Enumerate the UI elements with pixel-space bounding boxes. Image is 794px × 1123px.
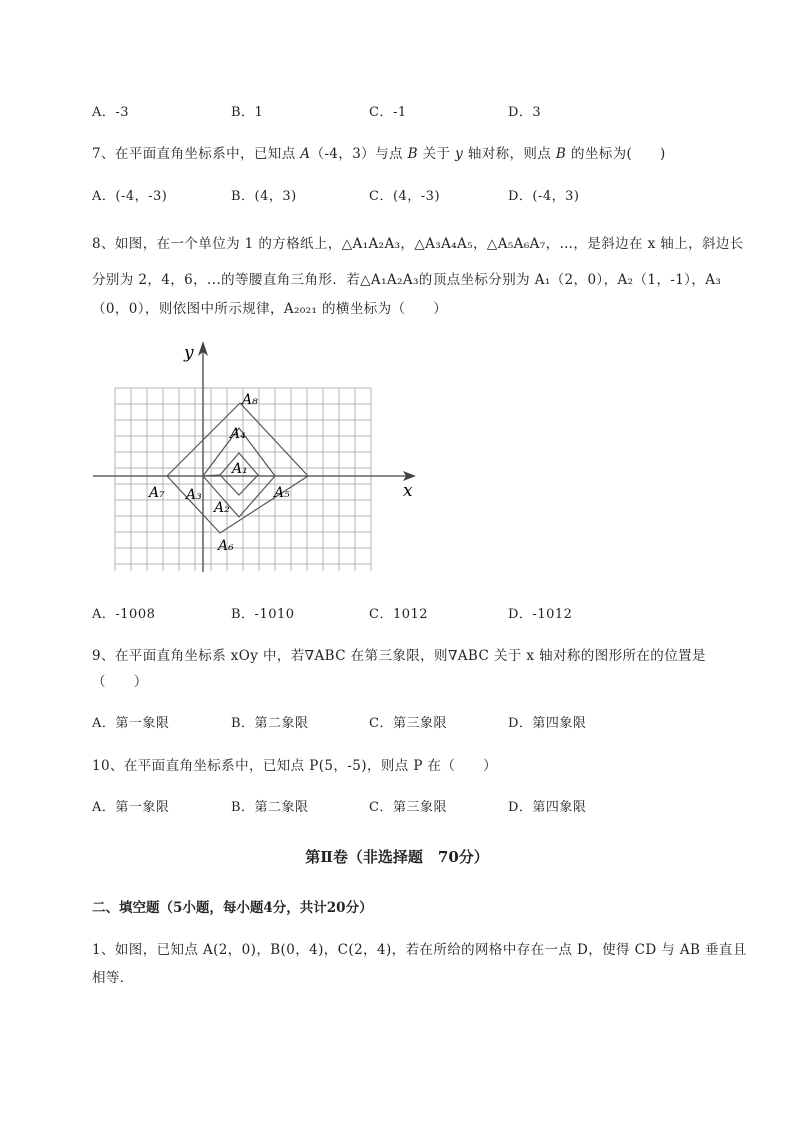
q9-stem-line1: 9、在平面直角坐标系 xOy 中，若∇ABC 在第三象限，则∇ABC 关于 x 轴对称的图形所在的位置是 bbox=[92, 648, 706, 664]
q10-stem: 10、在平面直角坐标系中，已知点 P(5，-5)，则点 P 在（ ） bbox=[92, 758, 497, 774]
label-a2: A₂ bbox=[214, 500, 230, 516]
q8-option-a: A．-1008 bbox=[92, 607, 156, 622]
q6-option-a: A．-3 bbox=[92, 105, 130, 120]
q9-stem-line2: （ ） bbox=[92, 674, 148, 690]
q9-option-d: D．第四象限 bbox=[508, 716, 587, 731]
q10-option-c: C．第三象限 bbox=[369, 800, 447, 815]
q10-option-b: B．第二象限 bbox=[231, 800, 309, 815]
q8-option-b: B．-1010 bbox=[231, 607, 295, 622]
q10-option-a: A．第一象限 bbox=[92, 800, 170, 815]
q8-option-c: C．1012 bbox=[369, 607, 429, 622]
fill1-stem-line2: 相等． bbox=[92, 970, 134, 986]
label-a7: A₇ bbox=[149, 485, 165, 501]
q9-option-b: B．第二象限 bbox=[231, 716, 309, 731]
q7-option-d: D．(-4，3) bbox=[508, 189, 580, 204]
q6-option-c: C．-1 bbox=[369, 105, 407, 120]
label-a8: A₈ bbox=[242, 392, 258, 408]
q8-stem-line3: （0，0），则依图中所示规律，A₂₀₂₁ 的横坐标为（ ） bbox=[92, 301, 448, 317]
q8-option-d: D．-1012 bbox=[508, 607, 573, 622]
axis-x-label: x bbox=[403, 481, 413, 501]
q9-option-c: C．第三象限 bbox=[369, 716, 447, 731]
section-subtitle: 二、填空题（5小题，每小题4分，共计20分） bbox=[92, 900, 373, 916]
label-a4: A₄ bbox=[230, 426, 246, 442]
q8-stem-line1: 8、如图，在一个单位为 1 的方格纸上，△A₁A₂A₃，△A₃A₄A₅，△A₅A₆A₇，…，是斜边在 x 轴上，斜边长 bbox=[92, 236, 744, 252]
coordinate-grid-figure bbox=[90, 340, 420, 575]
label-a5: A₅ bbox=[274, 485, 290, 501]
q7-stem: 7、在平面直角坐标系中，已知点 A（-4，3）与点 B 关于 y 轴对称，则点 B 的坐标为( ) bbox=[92, 146, 666, 162]
q10-option-d: D．第四象限 bbox=[508, 800, 587, 815]
q6-option-b: B．1 bbox=[231, 105, 264, 120]
fill1-stem-line1: 1、如图，已知点 A(2，0)，B(0，4)，C(2，4)，若在所给的网格中存在一点 D，使得 CD 与 AB 垂直且 bbox=[92, 942, 747, 958]
q7-option-b: B．(4，3) bbox=[231, 189, 297, 204]
axis-y-label: y bbox=[184, 343, 194, 363]
section-title: 第Ⅱ卷（非选择题 70分） bbox=[305, 848, 489, 866]
q7-option-c: C．(4，-3) bbox=[369, 189, 441, 204]
label-a3: A₃ bbox=[186, 487, 202, 503]
q6-option-d: D．3 bbox=[508, 105, 542, 120]
q9-option-a: A．第一象限 bbox=[92, 716, 170, 731]
q7-option-a: A．(-4，-3) bbox=[92, 189, 168, 204]
q8-stem-line2: 分别为 2，4，6，...的等腰直角三角形．若△A₁A₂A₃的顶点坐标分别为 A₁（2，0），A₂（1，-1），A₃ bbox=[92, 272, 722, 288]
label-a1: A₁ bbox=[232, 461, 248, 477]
label-a6: A₆ bbox=[218, 538, 234, 554]
grid-lines bbox=[115, 388, 371, 571]
